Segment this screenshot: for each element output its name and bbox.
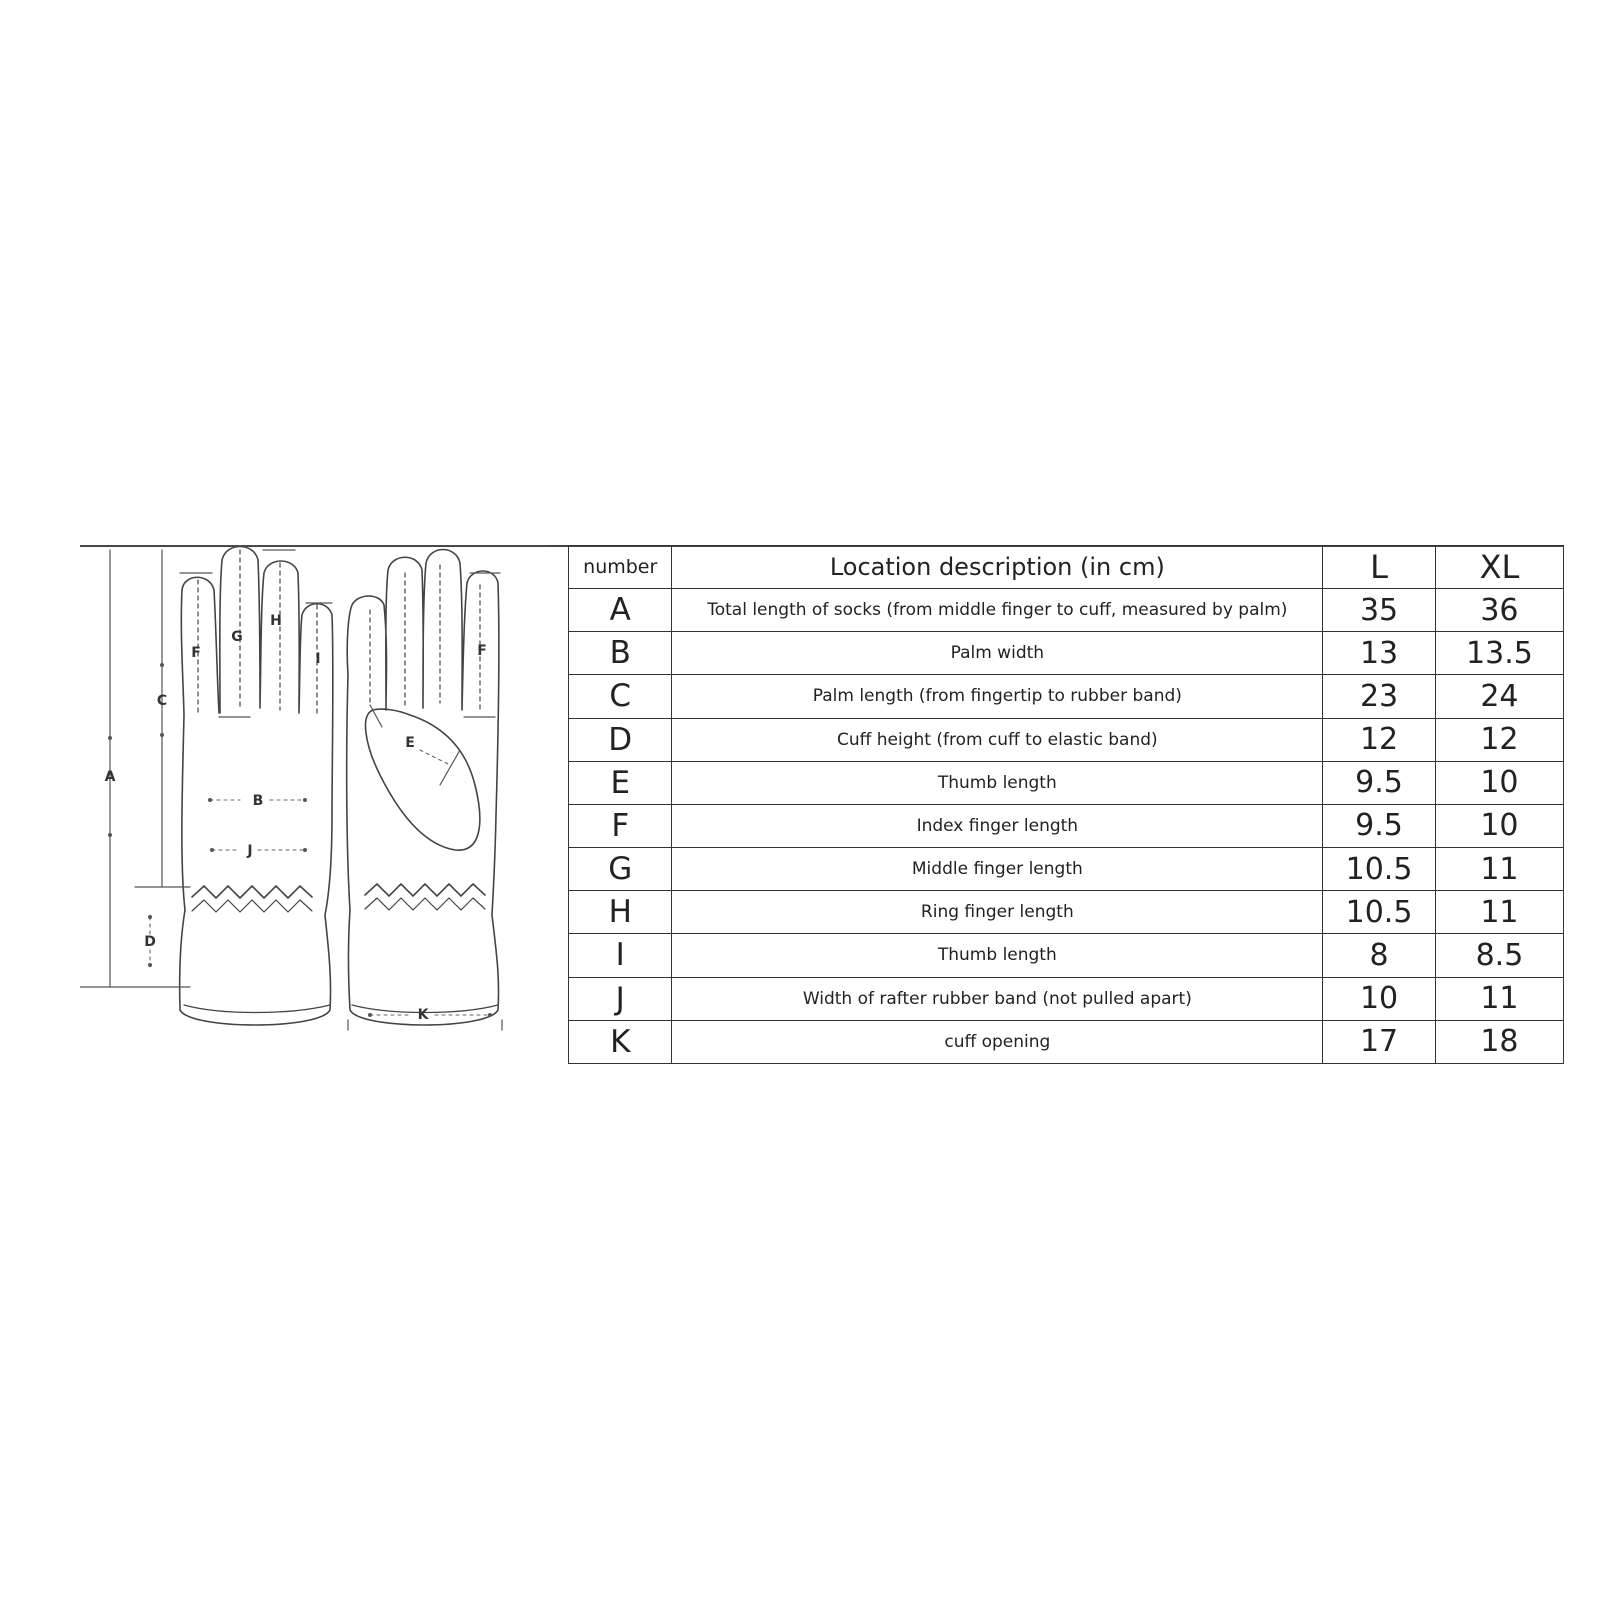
glove-diagram <box>80 545 568 1064</box>
label-j: J <box>247 843 253 859</box>
row-size-xl: 8.5 <box>1435 934 1563 977</box>
label-a: A <box>104 769 116 785</box>
row-size-xl: 11 <box>1435 848 1563 891</box>
row-description: Thumb length <box>672 934 1323 977</box>
label-k: K <box>417 1007 429 1023</box>
row-size-l: 12 <box>1323 718 1436 761</box>
row-description: Ring finger length <box>672 891 1323 934</box>
table-row <box>569 934 1564 977</box>
left-glove-outline <box>180 547 333 1026</box>
row-size-l: 9.5 <box>1323 761 1436 804</box>
row-code: E <box>569 761 672 804</box>
row-description: Index finger length <box>672 804 1323 847</box>
table-row <box>569 632 1564 675</box>
row-size-l: 17 <box>1323 1020 1436 1063</box>
row-size-l: 23 <box>1323 675 1436 718</box>
row-code: B <box>569 632 672 675</box>
row-size-l: 8 <box>1323 934 1436 977</box>
row-description: Palm length (from fingertip to rubber band) <box>672 675 1323 718</box>
label-g: G <box>231 629 243 645</box>
row-size-l: 35 <box>1323 589 1436 632</box>
row-description: Width of rafter rubber band (not pulled apart) <box>672 977 1323 1020</box>
row-description: Thumb length <box>672 761 1323 804</box>
row-size-l: 10.5 <box>1323 848 1436 891</box>
row-description: Cuff height (from cuff to elastic band) <box>672 718 1323 761</box>
table-row <box>569 675 1564 718</box>
label-d: D <box>144 934 156 950</box>
label-f-left: F <box>191 645 201 661</box>
label-b: B <box>252 793 264 809</box>
header-size-l: L <box>1323 546 1436 589</box>
row-code: C <box>569 675 672 718</box>
table-row <box>569 848 1564 891</box>
row-description: Middle finger length <box>672 848 1323 891</box>
row-code: J <box>569 977 672 1020</box>
thumb-outline <box>366 709 480 850</box>
row-code: H <box>569 891 672 934</box>
row-size-xl: 18 <box>1435 1020 1563 1063</box>
size-chart <box>80 545 1564 1064</box>
table-row <box>569 1020 1564 1063</box>
row-size-xl: 24 <box>1435 675 1563 718</box>
row-size-xl: 12 <box>1435 718 1563 761</box>
header-size-xl: XL <box>1435 546 1563 589</box>
header-row <box>569 546 1564 589</box>
size-table <box>568 545 1564 1064</box>
row-size-l: 13 <box>1323 632 1436 675</box>
row-description: Palm width <box>672 632 1323 675</box>
row-size-l: 10 <box>1323 977 1436 1020</box>
left-glove-elastic <box>192 886 312 898</box>
label-i: I <box>315 651 321 667</box>
label-e: E <box>405 735 415 751</box>
right-glove-elastic <box>365 884 485 896</box>
row-code: I <box>569 934 672 977</box>
row-size-l: 9.5 <box>1323 804 1436 847</box>
row-size-l: 10.5 <box>1323 891 1436 934</box>
table-row <box>569 891 1564 934</box>
row-size-xl: 36 <box>1435 589 1563 632</box>
table-row <box>569 761 1564 804</box>
table-row <box>569 804 1564 847</box>
table-row <box>569 589 1564 632</box>
row-size-xl: 13.5 <box>1435 632 1563 675</box>
table-row <box>569 977 1564 1020</box>
row-code: F <box>569 804 672 847</box>
label-h: H <box>270 613 282 629</box>
row-size-xl: 11 <box>1435 977 1563 1020</box>
label-c: C <box>156 693 168 709</box>
row-description: cuff opening <box>672 1020 1323 1063</box>
label-f-right: F <box>477 643 487 659</box>
header-description: Location description (in cm) <box>672 546 1323 589</box>
row-size-xl: 10 <box>1435 761 1563 804</box>
row-code: D <box>569 718 672 761</box>
table-row <box>569 718 1564 761</box>
glove-diagram-svg <box>80 545 568 1064</box>
row-code: G <box>569 848 672 891</box>
header-number: number <box>569 546 672 589</box>
row-size-xl: 10 <box>1435 804 1563 847</box>
row-code: A <box>569 589 672 632</box>
row-description: Total length of socks (from middle finger to cuff, measured by palm) <box>672 589 1323 632</box>
row-code: K <box>569 1020 672 1063</box>
row-size-xl: 11 <box>1435 891 1563 934</box>
